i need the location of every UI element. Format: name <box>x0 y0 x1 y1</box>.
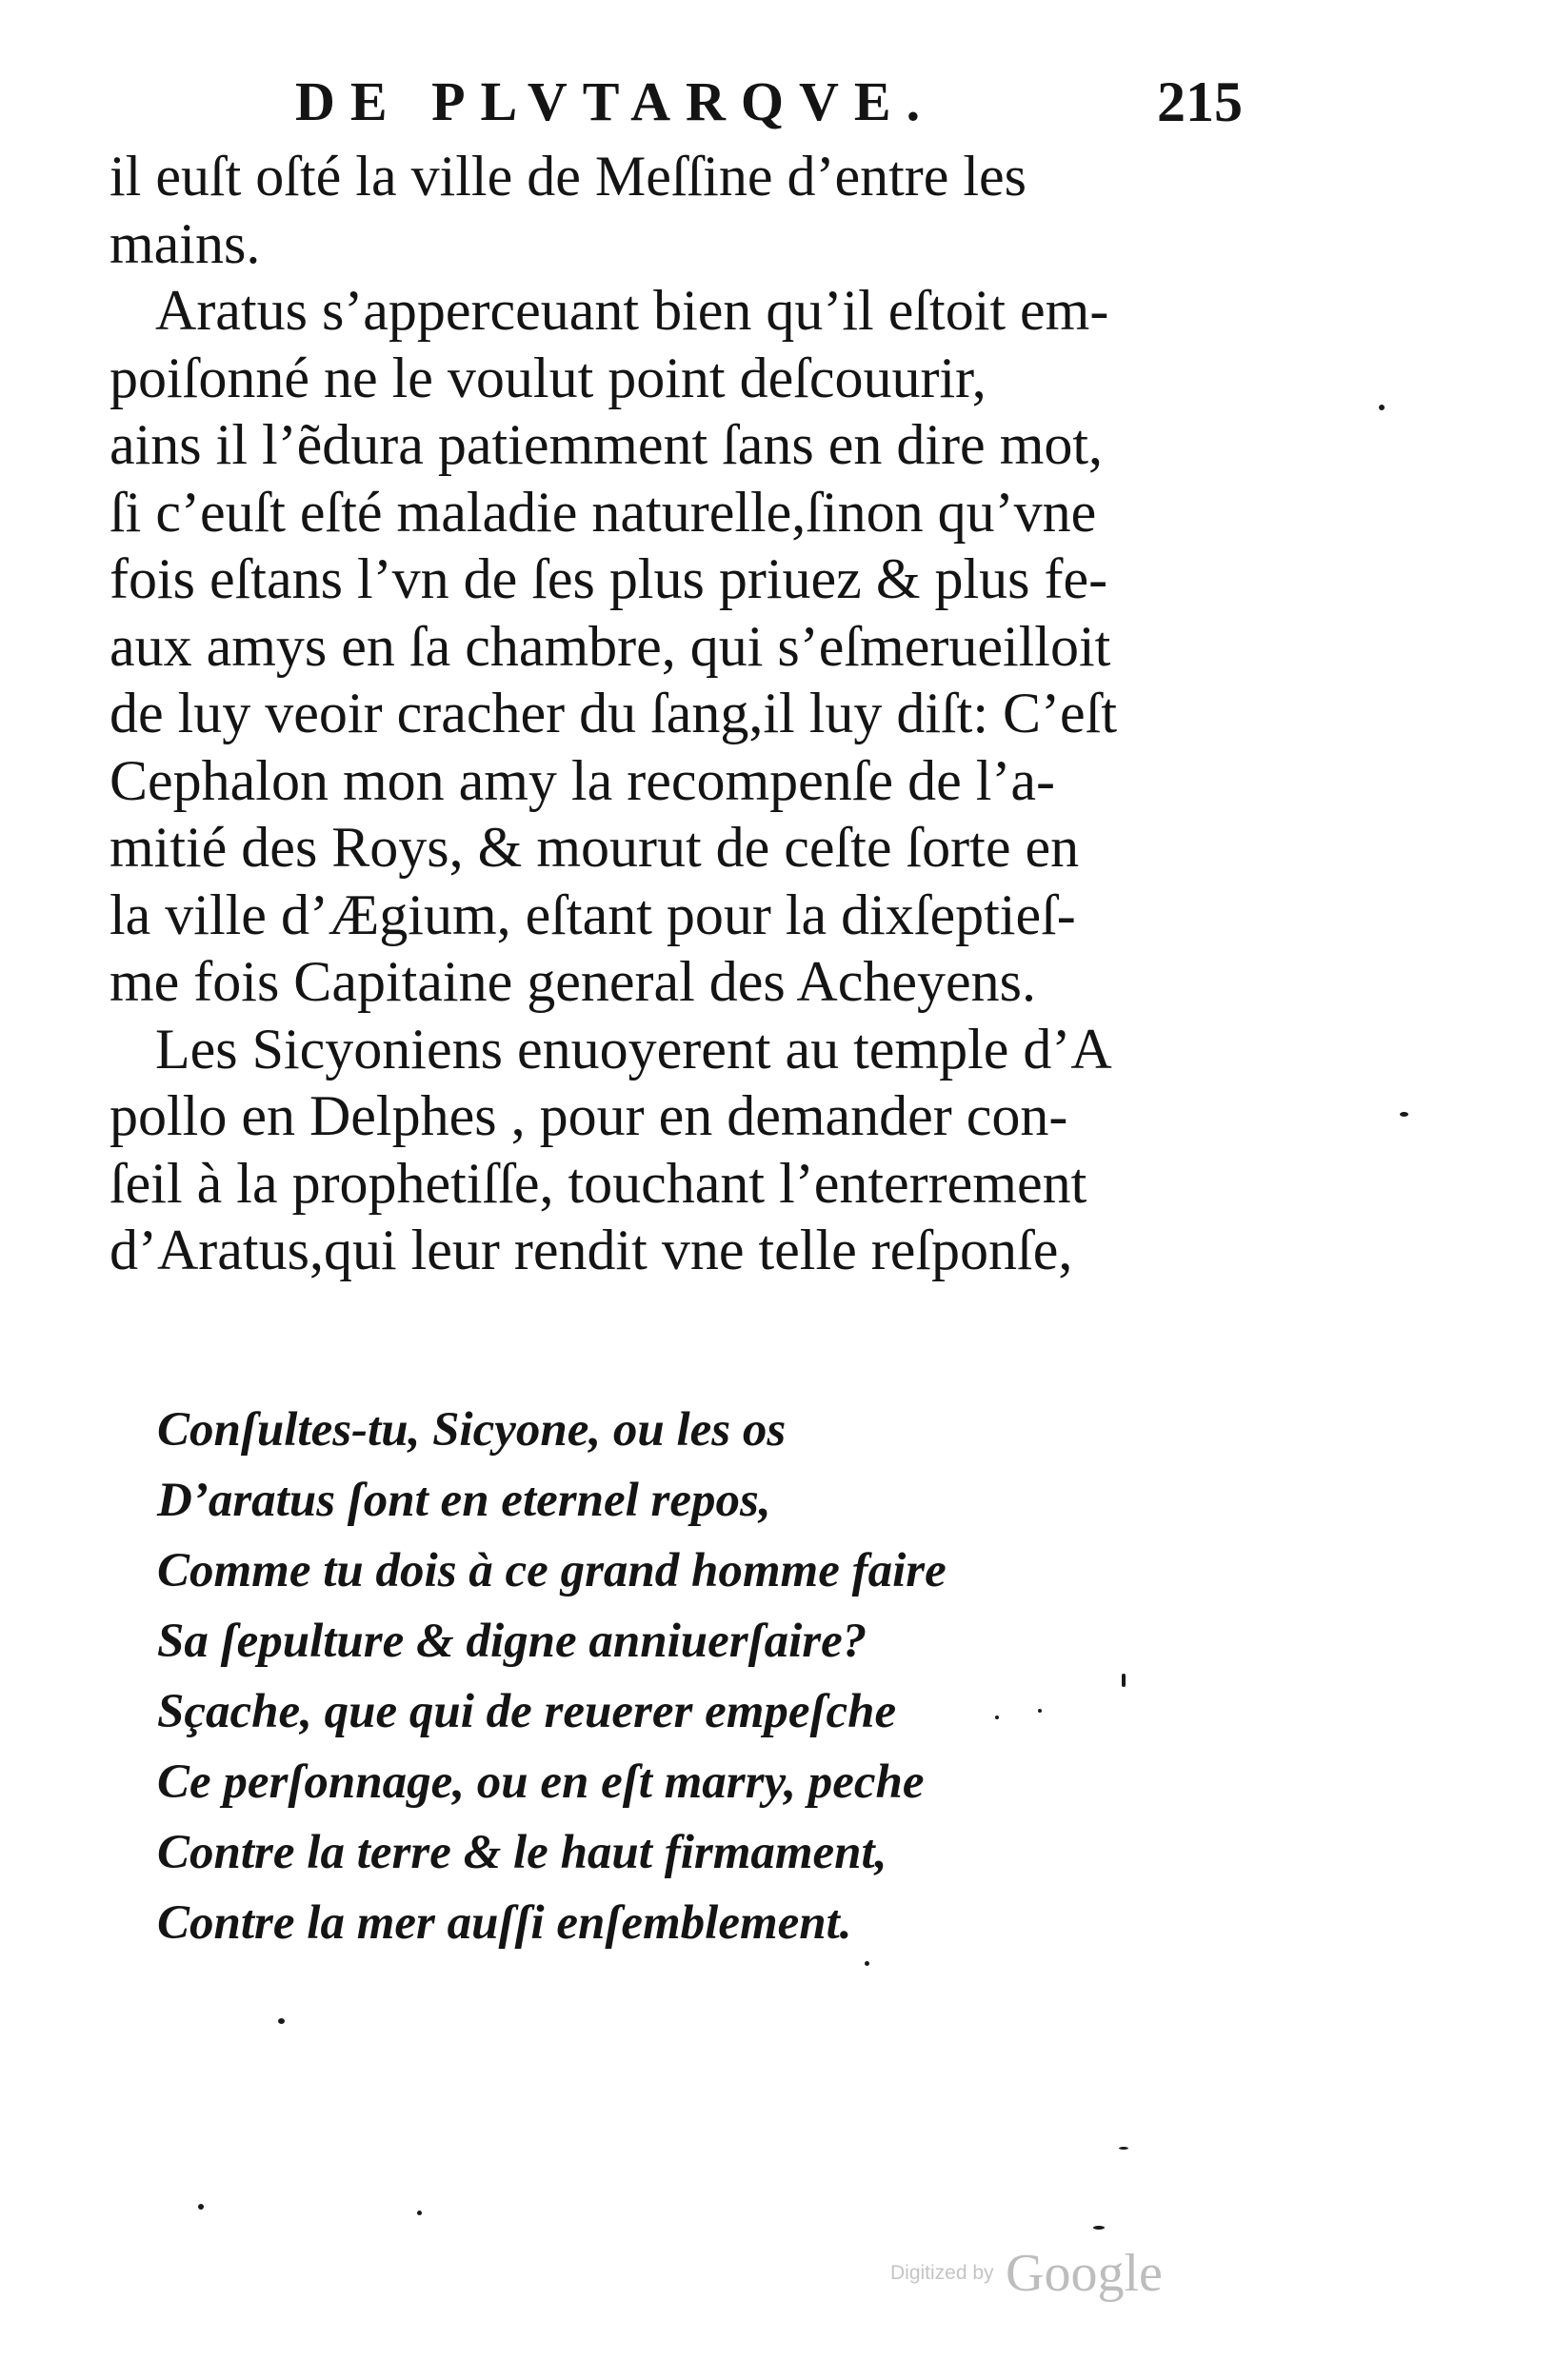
prose-line: pollo en Delphes , pour en demander con- <box>110 1084 1068 1147</box>
poem-verse: Sçache, que qui de reuerer empeſche <box>157 1685 897 1738</box>
prose-line: fois eſtans l’vn de ſes plus priuez & plus fe- <box>110 547 1108 610</box>
poem-verse: Comme tu dois à ce grand homme faire <box>157 1544 947 1597</box>
prose-line: ſi c’euſt eſté maladie naturelle,ſinon qu’vne <box>110 480 1097 544</box>
poem-verse: Conſultes-tu, Sicyone, ou les os <box>157 1403 787 1457</box>
running-head: DE PLVTARQVE. <box>295 70 936 132</box>
prose-line: d’Aratus,qui leur rendit vne telle reſponſe, <box>110 1219 1073 1281</box>
poem-verse: Ce perſonnage, ou en eſt marry, peche <box>157 1755 925 1809</box>
prose-line: Les Sicyoniens enuoyerent au temple d’A <box>155 1017 1112 1081</box>
prose-line: la ville d’Ægium, eſtant pour la dixſeptieſ- <box>110 883 1076 946</box>
poem-verse: D’aratus ſont en eternel repos, <box>157 1474 771 1527</box>
prose-line: Cephalon mon amy la recompenſe de l’a- <box>110 748 1055 812</box>
prose-body <box>110 143 1271 1284</box>
prose-line: Aratus s’apperceuant bien qu’il eſtoit em- <box>155 279 1109 342</box>
digitized-watermark <box>890 2245 1163 2302</box>
prose-line: aux amys en ſa chambre, qui s’eſmerueilloit <box>110 614 1111 678</box>
prose-line: mains. <box>110 211 261 275</box>
prose-line: me fois Capitaine general des Acheyens. <box>110 950 1037 1013</box>
poem-verse: Contre la terre & le haut firmament, <box>157 1826 887 1879</box>
google-logo: Google <box>1006 2244 1163 2303</box>
poem-verse: Sa ſepulture & digne anniuerſaire? <box>157 1615 867 1668</box>
page-number: 215 <box>1157 70 1243 133</box>
watermark-prefix: Digitized by <box>890 2262 994 2284</box>
prose-line: ſeil à la prophetiſſe, touchant l’enterrement <box>110 1151 1087 1215</box>
prose-line: ains il l’ẽdura patiemment ſans en dire mot, <box>110 413 1104 476</box>
oracle-poem <box>157 1395 1109 1958</box>
poem-verse: Contre la mer auſſi enſemblement. <box>157 1896 852 1950</box>
prose-line: poiſonné ne le voulut point deſcouurir, <box>110 346 987 409</box>
prose-line: mitié des Roys, & mourut de ceſte ſorte en <box>110 816 1080 879</box>
prose-line: de luy veoir cracher du ſang,il luy diſt: C’eſt <box>110 682 1118 744</box>
prose-line: il euſt oſté la ville de Meſſine d’entre les <box>110 145 1027 208</box>
